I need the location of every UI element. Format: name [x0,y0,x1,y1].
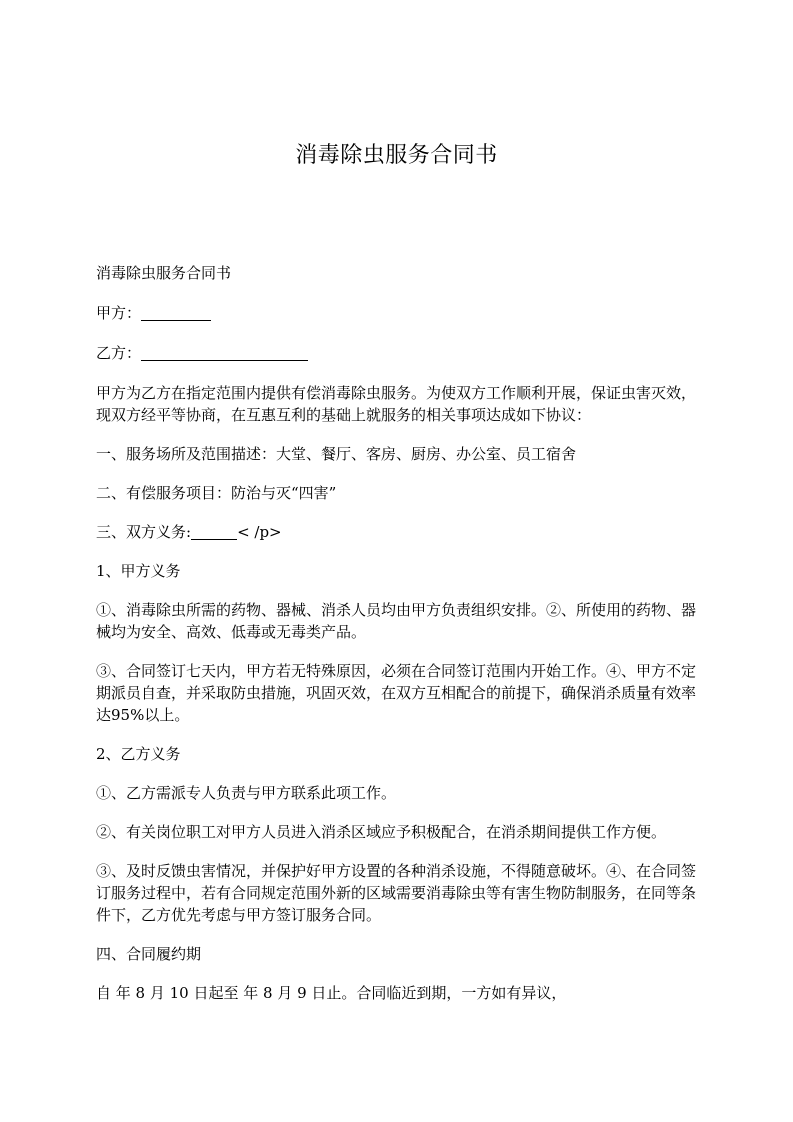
document-body [96,262,706,1004]
party-a-label: 甲方： [96,304,142,322]
paragraph-party-a-obligations-heading: 1、甲方义务 [96,562,181,580]
paragraph-contract-term: 自 年 8 月 10 日起至 年 8 月 9 日止。合同临近到期，一方如有异议， [96,984,567,1002]
party-b-label: 乙方： [96,344,142,362]
obligations-tail: < /p> [237,523,282,541]
paragraph-party-b [96,342,706,364]
obligations-blank-line [191,523,237,540]
paragraph-contract-term-heading: 四、合同履约期 [96,945,202,963]
paragraph-service-items: 二、有偿服务项目：防治与灭“四害” [96,484,337,502]
paragraph-party-a-obligation-3-4: ③、合同签订七天内，甲方若无特殊原因，必须在合同签订范围内开始工作。④、甲方不定期派员自查，并采取防虫措施，巩固灭效，在双方互相配合的前提下，确保消杀质量有效率达95%以上。 [96,662,697,724]
party-a-blank-line [141,304,211,321]
party-b-blank-line [141,344,308,361]
paragraph-service-scope: 一、服务场所及范围描述：大堂、餐厅、客房、厨房、办公室、员工宿舍 [96,445,577,463]
paragraph-party-b-obligation-3-4: ③、及时反馈虫害情况，并保护好甲方设置的各种消杀设施，不得随意破坏。④、在合同签订服务过程中，若有合同规定范围外新的区域需要消毒除虫等有害生物防制服务，在同等条件下，乙方优先考虑与甲方签订服务合同。 [96,862,697,924]
paragraph-party-b-obligation-2: ②、有关岗位职工对甲方人员进入消杀区域应予积极配合，在消杀期间提供工作方便。 [96,823,667,841]
paragraph-party-a-obligation-1-2: ①、消毒除虫所需的药物、器械、消杀人员均由甲方负责组织安排。②、所使用的药物、器械均为安全、高效、低毒或无毒类产品。 [96,601,697,641]
obligations-label: 三、双方义务: [96,523,192,541]
paragraph-preamble: 甲方为乙方在指定范围内提供有偿消毒除虫服务。为使双方工作顺利开展，保证虫害灭效，现双方经平等协商，在互惠互利的基础上就服务的相关事项达成如下协议： [96,384,697,424]
paragraph-subtitle: 消毒除虫服务合同书 [96,264,232,282]
paragraph-party-b-obligations-heading: 2、乙方义务 [96,745,181,763]
paragraph-party-a [96,302,706,324]
paragraph-party-b-obligation-1: ①、乙方需派专人负责与甲方联系此项工作。 [96,784,397,802]
paragraph-obligations [96,521,706,543]
document-title: 消毒除虫服务合同书 [295,143,498,168]
